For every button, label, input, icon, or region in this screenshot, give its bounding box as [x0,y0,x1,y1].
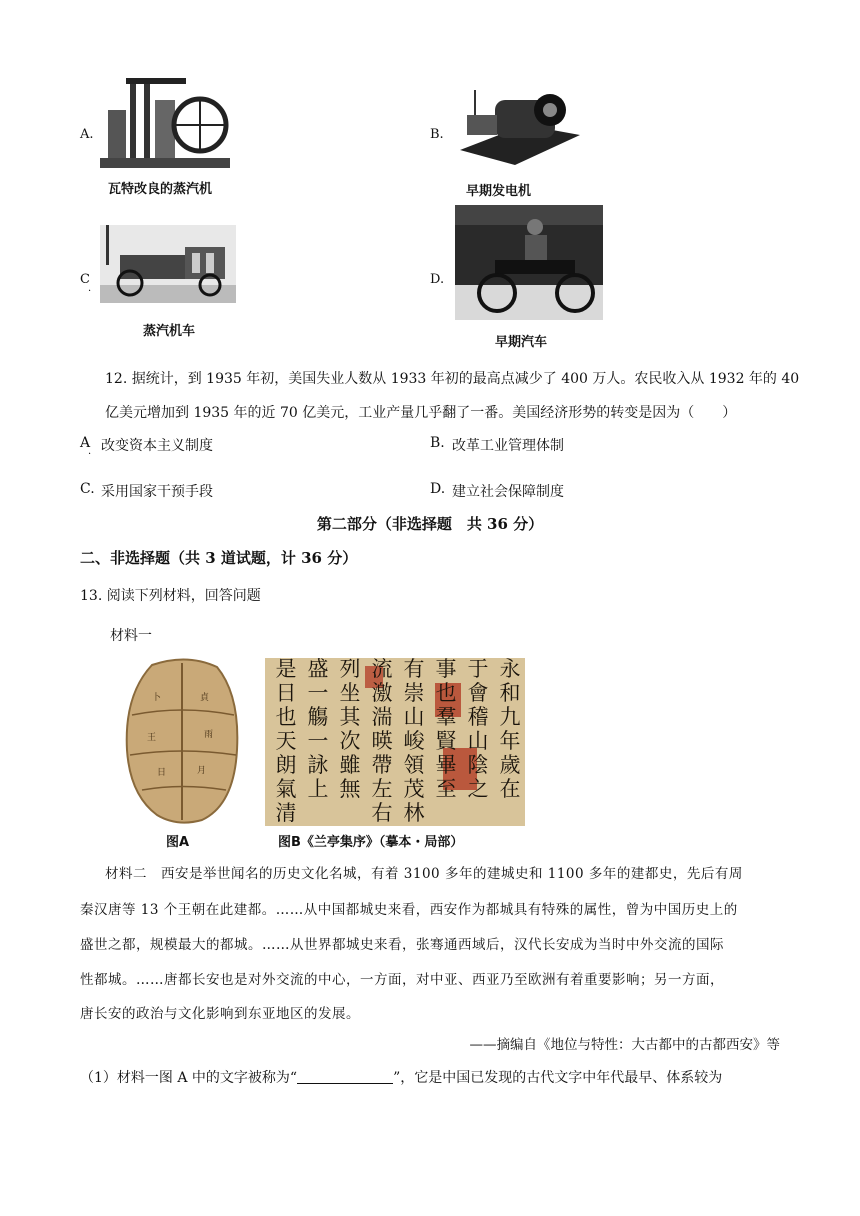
calligraphy-char: 暎 [371,729,393,753]
calligraphy-char: 歲 [499,753,521,777]
fig-b-caption: 图B《兰亭集序》（摹本・局部） [278,835,464,850]
calligraphy-char: 次 [339,729,361,753]
material2-line: 材料二 西安是举世闻名的历史文化名城，有着 3100 多年的建城史和 1100 多年的建都史，先后有周 [105,866,743,882]
option-a-letter: A. [80,127,94,142]
oracle-bone-image [122,655,244,825]
calligraphy-char: 之 [467,777,489,801]
calligraphy-char: 賢 [435,729,457,753]
q12-option-b-letter: B. [430,435,445,451]
calligraphy-char: 事 [435,658,457,681]
early-car-caption: 早期汽车 [495,335,548,350]
steam-engine-image [100,70,230,170]
q12-stem-line2: 亿美元增加到 1935 年的近 70 亿美元，工业产量几乎翻了一番。美国经济形势的转变是因为（ ） [105,405,737,421]
calligraphy-char: 畢 [435,753,457,777]
q12-option-b-text: 改革工业管理体制 [452,438,564,454]
calligraphy-char: 詠 [307,753,329,777]
sub-question-1 [80,1067,722,1087]
calligraphy-char: 無 [339,777,361,801]
q12-option-a-dot: · [88,449,92,460]
calligraphy-char: 會 [467,681,489,705]
steam-engine-caption: 瓦特改良的蒸汽机 [108,182,213,197]
calligraphy-char: 流 [371,658,393,681]
calligraphy-char: 氣 [275,777,297,801]
calligraphy-char: 峻 [403,729,425,753]
calligraphy-char: 領 [403,753,425,777]
svg-text:王: 王 [147,733,157,743]
material2-line: 盛世之都，规模最大的都城。……从世界都城史来看，张骞通西域后，汉代长安成为当时中外交流的国际 [80,937,724,953]
calligraphy-char: 其 [339,705,361,729]
q12-option-a-text: 改变资本主义制度 [101,438,213,454]
calligraphy-char: 也 [275,705,297,729]
calligraphy-char: 日 [275,681,297,705]
q12-option-c-letter: C. [80,481,95,497]
svg-text:雨: 雨 [204,730,214,740]
calligraphy-char: 清 [275,801,297,825]
material2-line: 秦汉唐等 13 个王朝在此建都。……从中国都城史来看，西安作为都城具有特殊的属性，曾为中国历史上的 [80,902,738,918]
svg-text:月: 月 [197,766,207,776]
calligraphy-char: 九 [499,705,521,729]
steam-locomotive-image [100,225,236,303]
calligraphy-char: 盛 [307,658,329,681]
q12-option-c-text: 采用国家干预手段 [101,484,213,500]
steam-locomotive-caption: 蒸汽机车 [143,324,196,339]
calligraphy-char: 列 [339,658,361,681]
calligraphy-char: 一 [307,729,329,753]
section-heading: 二、非选择题（共 3 道试题，计 36 分） [80,549,358,567]
material1-label: 材料一 [110,628,152,644]
svg-text:卜: 卜 [152,693,162,703]
calligraphy-char: 一 [307,681,329,705]
calligraphy-char: 山 [403,705,425,729]
calligraphy-char: 雖 [339,753,361,777]
calligraphy-char: 陰 [467,753,489,777]
q12-option-a-letter: A [80,435,91,451]
calligraphy-char: 和 [499,681,521,705]
generator-caption: 早期发电机 [466,184,532,199]
calligraphy-char: 朗 [275,753,297,777]
svg-text:日: 日 [157,768,167,778]
q13-stem: 13. 阅读下列材料，回答问题 [80,588,261,604]
option-c-letter: C [80,272,90,287]
calligraphy-char: 山 [467,729,489,753]
calligraphy-char: 至 [435,777,457,801]
calligraphy-char: 是 [275,658,297,681]
calligraphy-char: 稽 [467,705,489,729]
material2-line: 性都城。……唐都长安也是对外交流的中心，一方面，对中亚、西亚乃至欧洲有着重要影响；另一方面， [80,972,724,988]
calligraphy-char: 坐 [339,681,361,705]
source-citation: ——摘编自《地位与特性：大古都中的古都西安》等 [469,1037,780,1053]
calligraphy-char: 崇 [403,681,425,705]
calligraphy-char: 在 [499,777,521,801]
sub-question-1-after: ”，它是中国已发现的古代文字中年代最早、体系较为 [393,1070,723,1086]
calligraphy-char: 帶 [371,753,393,777]
lanting-calligraphy-image [265,658,525,826]
calligraphy-char: 湍 [371,705,393,729]
part2-title: 第二部分（非选择题 共 36 分） [316,515,544,533]
calligraphy-char: 也 [435,681,457,705]
material2-line: 唐长安的政治与文化影响到东亚地区的发展。 [80,1006,360,1022]
calligraphy-char: 永 [499,658,521,681]
option-d-letter: D. [430,272,445,287]
calligraphy-char: 林 [403,801,425,825]
calligraphy-char: 激 [371,681,393,705]
early-car-image [455,205,603,320]
calligraphy-char: 觴 [307,705,329,729]
fig-a-caption: 图A [166,835,190,850]
q12-option-d-text: 建立社会保障制度 [452,484,564,500]
answer-blank[interactable] [297,1069,393,1084]
calligraphy-char: 右 [371,801,393,825]
q12-stem-line1: 12. 据统计，到 1935 年初，美国失业人数从 1933 年初的最高点减少了 400 万人。农民收入从 1932 年的 40 [105,371,800,387]
calligraphy-char: 茂 [403,777,425,801]
svg-text:貞: 貞 [200,693,210,703]
calligraphy-char: 于 [467,658,489,681]
calligraphy-char: 年 [499,729,521,753]
sub-question-1-before: （1）材料一图 A 中的文字被称为“ [80,1070,298,1086]
calligraphy-char: 上 [307,777,329,801]
calligraphy-char: 羣 [435,705,457,729]
calligraphy-char: 有 [403,658,425,681]
calligraphy-char: 左 [371,777,393,801]
calligraphy-char: 天 [275,729,297,753]
q12-option-d-letter: D. [430,481,446,497]
option-c-dot: · [88,286,92,297]
option-b-letter: B. [430,127,444,142]
generator-image [455,80,585,170]
